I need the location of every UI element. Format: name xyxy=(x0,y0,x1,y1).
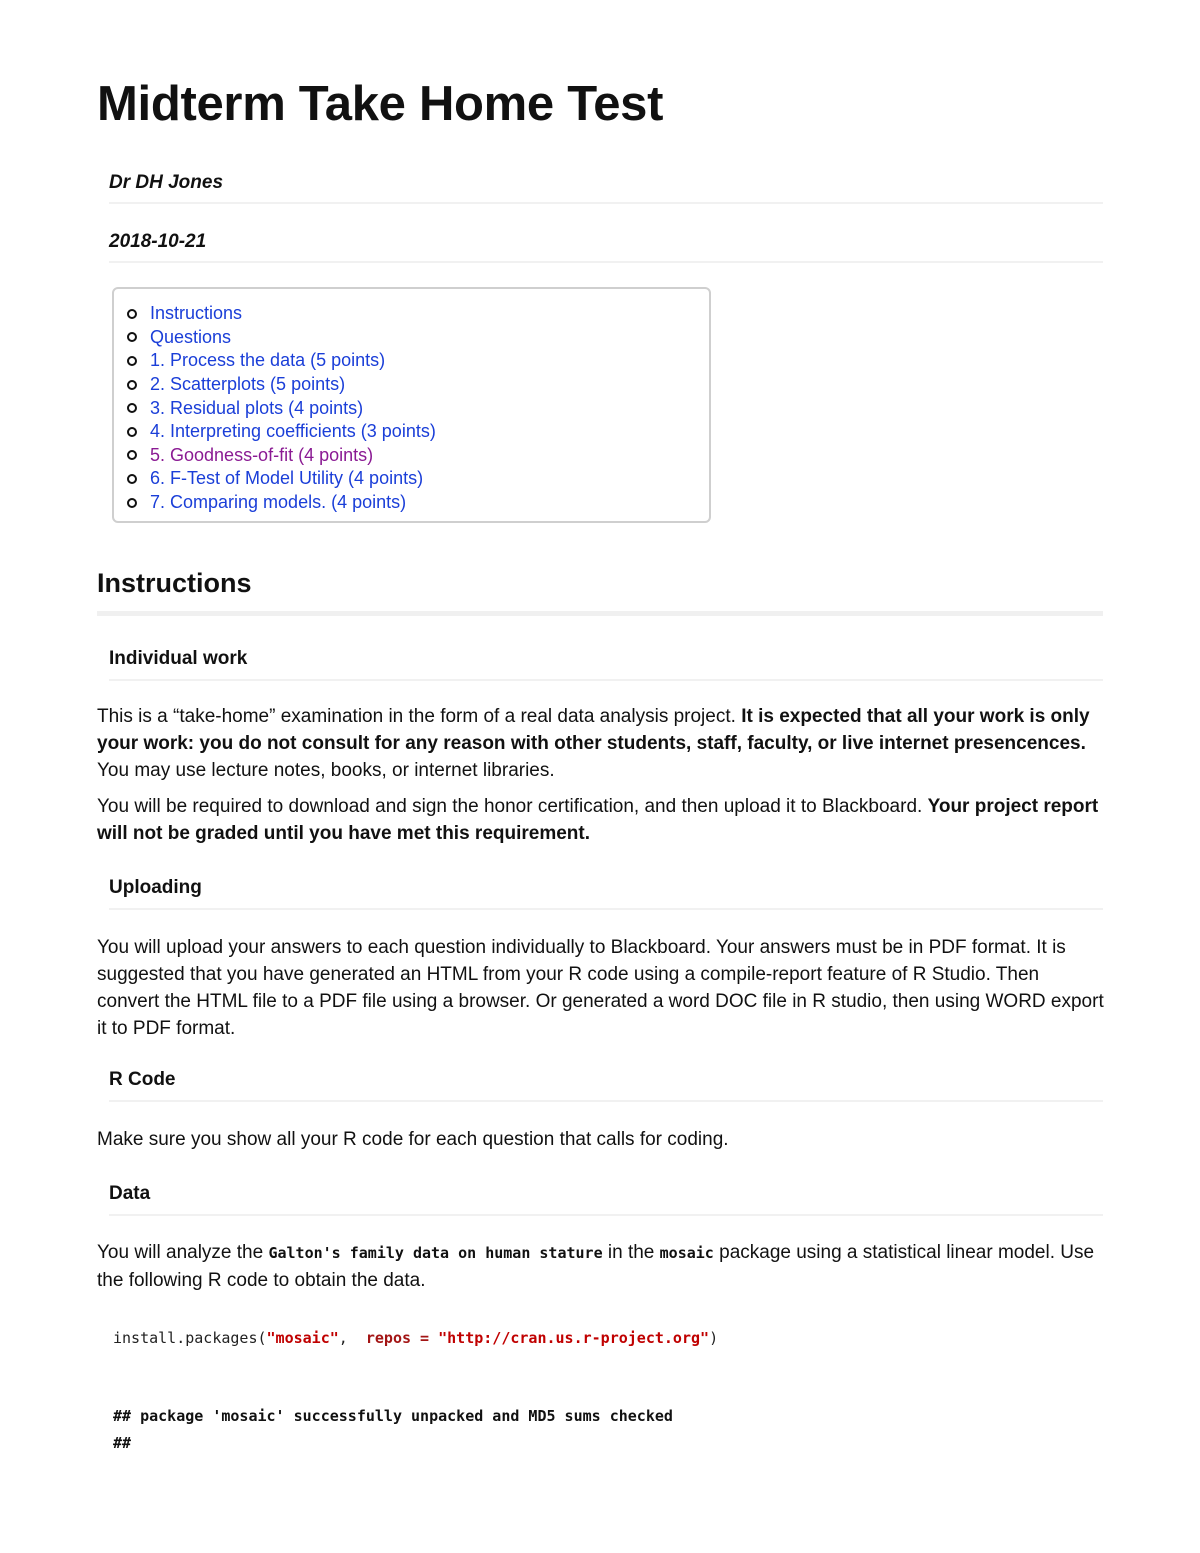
toc-item xyxy=(127,396,436,420)
toc-item xyxy=(127,302,436,326)
inline-code-package: mosaic xyxy=(659,1244,714,1262)
toc-link[interactable]: 7. Comparing models. (4 points) xyxy=(150,492,407,513)
uploading-heading: Uploading xyxy=(109,877,1103,910)
r-code-heading: R Code xyxy=(109,1069,1103,1102)
date: 2018-10-21 xyxy=(109,231,1103,263)
r-code-paragraph: Make sure you show all your R code for each question that calls for coding. xyxy=(97,1129,729,1150)
toc-link[interactable]: 4. Interpreting coefficients (3 points) xyxy=(150,421,436,442)
individual-work-paragraph-1: This is a “take-home” examination in the form of a real data analysis project. It is expected that all your work is only your work: you do not consult for any reason with other students, staff, faculty, or live internet presencences. You may use lecture notes, books, or internet libraries. xyxy=(97,706,1090,781)
bullet-icon xyxy=(127,450,137,460)
toc-link[interactable]: 6. F-Test of Model Utility (4 points) xyxy=(150,468,424,489)
uploading-paragraph: You will upload your answers to each question individually to Blackboard. Your answers must be in PDF format. It is suggested that you have generated an HTML from your R code using a compile-report feature of R Studio. Then convert the HTML file to a PDF file using a browser. Or generated a word DOC file in R studio, then using WORD export it to PDF format. xyxy=(97,937,1104,1039)
author: Dr DH Jones xyxy=(109,172,1103,204)
bullet-icon xyxy=(127,403,137,413)
code-block-install: install.packages("mosaic", repos = "http://cran.us.r-project.org") xyxy=(113,1329,719,1347)
toc-item xyxy=(127,349,436,373)
toc-list xyxy=(127,302,436,514)
data-heading: Data xyxy=(109,1183,1103,1216)
bullet-icon xyxy=(127,356,137,366)
bullet-icon xyxy=(127,309,137,319)
individual-work-paragraph-2: You will be required to download and sign the honor certification, and then upload it to Blackboard. Your project report will not be graded until you have met this requirement. xyxy=(97,796,1099,844)
toc-item xyxy=(127,326,436,350)
bullet-icon xyxy=(127,332,137,342)
code-output-line-2: ## xyxy=(113,1434,132,1452)
toc-link[interactable]: 3. Residual plots (4 points) xyxy=(150,397,364,418)
data-paragraph: You will analyze the Galton's family data on human stature in the mosaic package using a statistical linear model. Use the following R code to obtain the data. xyxy=(97,1242,1095,1291)
toc-item xyxy=(127,420,436,444)
table-of-contents xyxy=(112,287,711,523)
toc-item xyxy=(127,373,436,397)
individual-work-heading: Individual work xyxy=(109,648,1103,681)
toc-link[interactable]: Instructions xyxy=(150,303,243,324)
instructions-heading: Instructions xyxy=(97,568,1103,616)
page-title: Midterm Take Home Test xyxy=(97,77,664,131)
toc-item xyxy=(127,467,436,491)
bullet-icon xyxy=(127,474,137,484)
toc-item xyxy=(127,444,436,468)
bullet-icon xyxy=(127,380,137,390)
toc-link[interactable]: 2. Scatterplots (5 points) xyxy=(150,374,346,395)
inline-code-dataset: Galton's family data on human stature xyxy=(268,1244,603,1262)
toc-link[interactable]: Questions xyxy=(150,326,232,347)
bullet-icon xyxy=(127,498,137,508)
toc-link[interactable]: 5. Goodness-of-fit (4 points) xyxy=(150,444,374,465)
bullet-icon xyxy=(127,427,137,437)
toc-item xyxy=(127,491,436,515)
code-output-line-1: ## package 'mosaic' successfully unpacked and MD5 sums checked xyxy=(113,1407,673,1425)
toc-link[interactable]: 1. Process the data (5 points) xyxy=(150,350,386,371)
